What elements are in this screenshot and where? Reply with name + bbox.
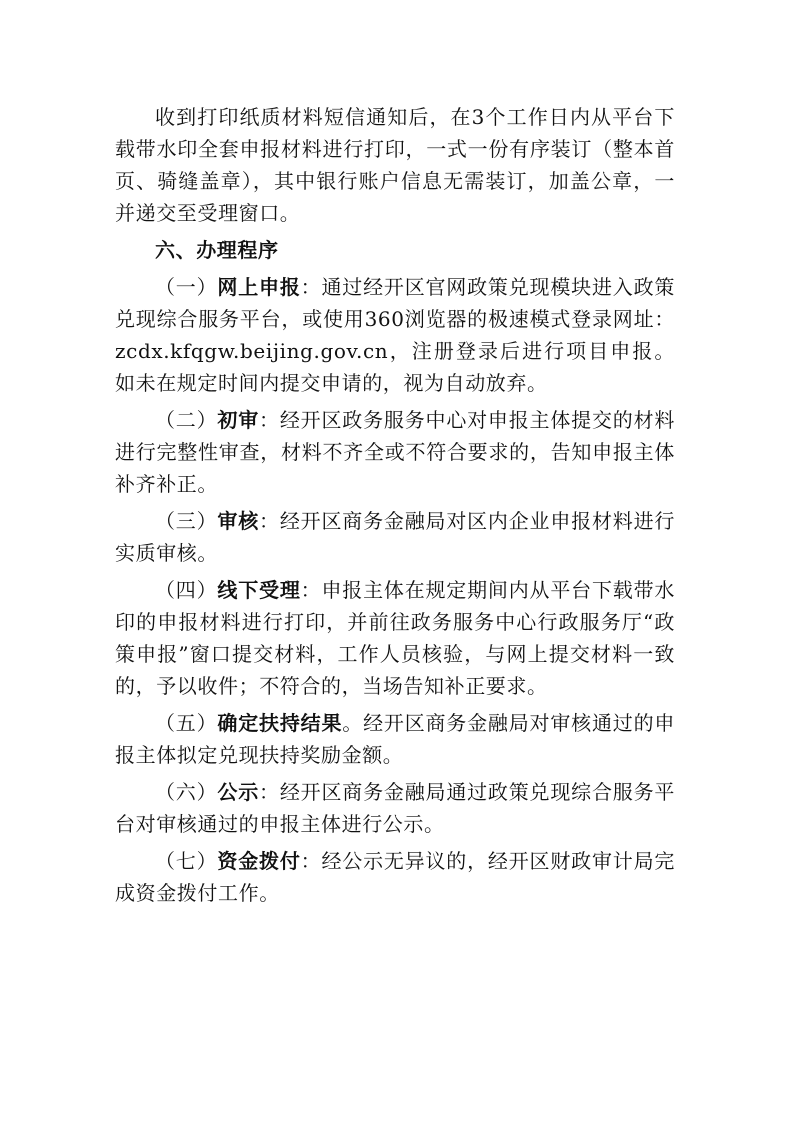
- item-title: 资金拨付: [217, 849, 301, 873]
- item-title: 公示: [217, 780, 260, 804]
- procedure-item: [115, 776, 675, 840]
- item-prefix: （四）: [155, 578, 218, 602]
- item-body: 经开区商务金融局通过政策兑现综合服务平台对审核通过的申报主体进行公示。: [115, 780, 675, 836]
- procedure-item: [115, 404, 675, 500]
- item-separator: ：: [259, 780, 280, 804]
- item-body: 经开区政务服务中心对申报主体提交的材料进行完整性审查，材料不齐全或不符合要求的，告知申报主体补齐补正。: [115, 408, 675, 496]
- procedure-item: [115, 271, 675, 399]
- intro-paragraph: 收到打印纸质材料短信通知后，在3个工作日内从平台下载带水印全套申报材料进行打印，一式一份有序装订（整本首页、骑缝盖章），其中银行账户信息无需装订，加盖公章，一并递交至受理窗口。: [115, 105, 675, 225]
- item-body: 通过经开区官网政策兑现模块进入政策兑现综合服务平台，或使用360浏览器的极速模式登录网址：zcdx.kfqgw.beijing.gov.cn，注册登录后进行项目申报。如未在规定时间内提交申请的，视为自动放弃。: [115, 275, 675, 395]
- item-title: 线下受理: [217, 578, 301, 602]
- item-separator: ：: [259, 408, 280, 432]
- item-prefix: （二）: [155, 408, 218, 432]
- item-body: 经开区商务金融局对审核通过的申报主体拟定兑现扶持奖励金额。: [115, 711, 675, 767]
- item-body: 经公示无异议的，经开区财政审计局完成资金拨付工作。: [115, 849, 675, 905]
- item-title: 初审: [217, 408, 260, 432]
- item-prefix: （七）: [155, 849, 218, 873]
- item-separator: ：: [300, 578, 322, 602]
- item-title: 网上申报: [217, 275, 301, 299]
- item-separator: 。: [342, 711, 364, 735]
- item-prefix: （五）: [155, 711, 218, 735]
- item-body: 申报主体在规定期间内从平台下载带水印的申报材料进行打印，并前往政务服务中心行政服务厅“政策申报”窗口提交材料，工作人员核验，与网上提交材料一致的，予以收件；不符合的，当场告知补正要求。: [115, 578, 675, 698]
- item-title: 审核: [217, 509, 260, 533]
- item-title: 确定扶持结果: [217, 711, 343, 735]
- section-heading: 六、办理程序: [155, 238, 279, 262]
- document-page: [115, 101, 675, 909]
- procedure-item: [115, 707, 675, 771]
- item-separator: ：: [300, 275, 322, 299]
- procedure-item: [115, 574, 675, 702]
- item-prefix: （六）: [155, 780, 218, 804]
- item-body: 经开区商务金融局对区内企业申报材料进行实质审核。: [115, 509, 675, 565]
- item-prefix: （三）: [155, 509, 218, 533]
- item-prefix: （一）: [155, 275, 218, 299]
- item-separator: ：: [259, 509, 280, 533]
- procedure-item: [115, 845, 675, 909]
- procedure-item: [115, 505, 675, 569]
- item-separator: ：: [300, 849, 322, 873]
